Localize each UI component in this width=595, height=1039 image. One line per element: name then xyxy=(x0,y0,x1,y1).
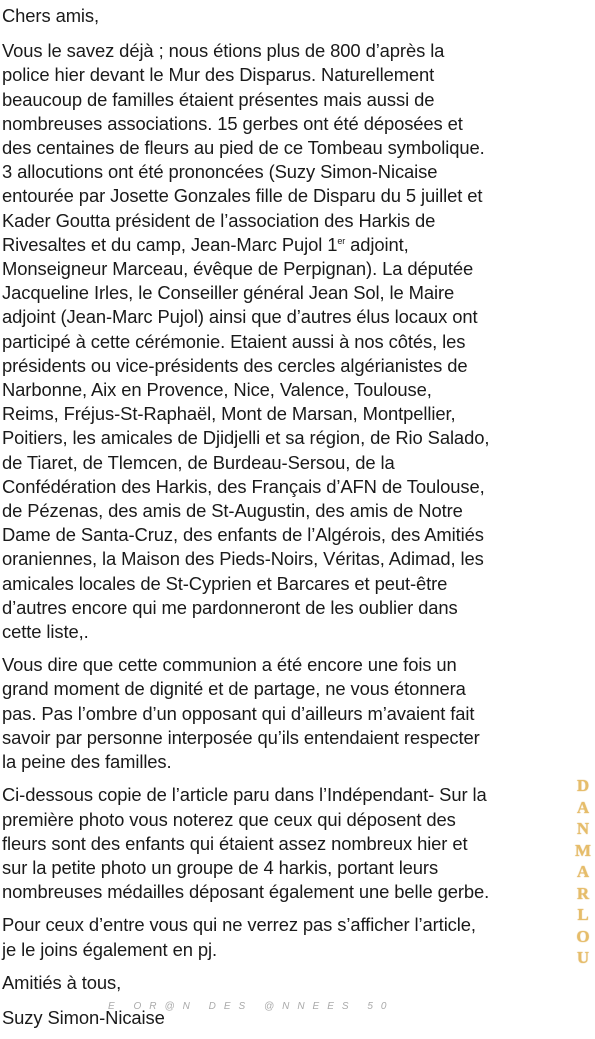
letter-paragraph-1 xyxy=(2,39,574,644)
letter-paragraph-4: Pour ceux d’entre vous qui ne verrez pas s’afficher l’article, je le joins également en pj. xyxy=(2,914,476,960)
watermark-letter: U xyxy=(576,948,590,967)
paragraph-1-text-start: Vous le savez déjà ; nous étions plus de 800 d’après la police hier devant le Mur des Disparus. Naturellement beaucoup de familles étaient présentes mais aussi de nombreuses associations. 15 gerbes ont été déposées et des centaines de fleurs au pied de ce Tombeau symbolique. 3 allocutions ont été prononcées (Suzy Simon-Nicaise entourée par Josette Gonzales fille de Disparu du 5 juillet et Kader Goutta président de l’association des Harkis de Rivesaltes et du camp, Jean-Marc Pujol 1 xyxy=(2,40,485,255)
letter-closing: Amitiés à tous, xyxy=(2,971,122,993)
watermark-letter: L xyxy=(577,905,589,924)
watermark-letter: R xyxy=(576,883,590,903)
ordinal-superscript: er xyxy=(337,235,346,246)
letter-body xyxy=(2,4,574,1039)
footer-watermark: E OR@N DES @NNEES 50 xyxy=(108,1001,395,1012)
watermark-letter: M xyxy=(574,840,592,860)
paragraph-1-text-end: adjoint, Monseigneur Marceau, évêque de Perpignan). La députée Jacqueline Irles, le Conseiller général Jean Sol, le Maire adjoint (Jean-Marc Pujol) ainsi que d’autres élus locaux ont participé à cette cérémonie. Etaient aussi à nos côtés, les présidents ou vice-présidents des cercles algérianistes de Narbonne, Aix en Provence, Nice, Valence, Toulouse, Reims, Fréjus-St-Raphaël, Mont de Marsan, Montpellier, Poitiers, les amicales de Djidjelli et sa région, de Rio Salado, de Tiaret, de Tlemcen, de Burdeau-Sersou, de la Confédération des Harkis, des Français d’AFN de Toulouse, de Pézenas, des amis de St-Augustin, des amis de Notre Dame de Santa-Cruz, des enfants de l’Algérois, des Amitiés oraniennes, la Maison des Pieds-Noirs, Véritas, Adimad, les amicales locales de St-Cyprien et Barcares et peut-être d’autres encore qui me pardonneront de les oublier dans cette liste,. xyxy=(2,233,490,643)
watermark-letter: A xyxy=(576,797,590,817)
watermark-letter: N xyxy=(576,819,590,838)
letter-greeting: Chers amis, xyxy=(2,5,100,26)
letter-paragraph-3: Ci-dessous copie de l’article paru dans l’Indépendant- Sur la première photo vous noterez que ceux qui déposent des fleurs sont des enfants qui étaient assez nombreux hier et sur la petite photo un groupe de 4 harkis, portant leurs nombreuses médailles déposant également une belle gerbe. xyxy=(2,784,490,903)
watermark-letter: D xyxy=(576,776,590,795)
vertical-watermark xyxy=(573,775,593,969)
watermark-letter: A xyxy=(576,862,590,881)
letter-signature: Suzy Simon-Nicaise xyxy=(2,1006,165,1028)
watermark-letter: O xyxy=(576,926,590,946)
letter-paragraph-2: Vous dire que cette communion a été encore une fois un grand moment de dignité et de partage, ne vous étonnera pas. Pas l’ombre d’un opposant qui d’ailleurs m’avaient fait savoir par personne interposée qu’ils entendaient respecter la peine des familles. xyxy=(2,654,480,773)
